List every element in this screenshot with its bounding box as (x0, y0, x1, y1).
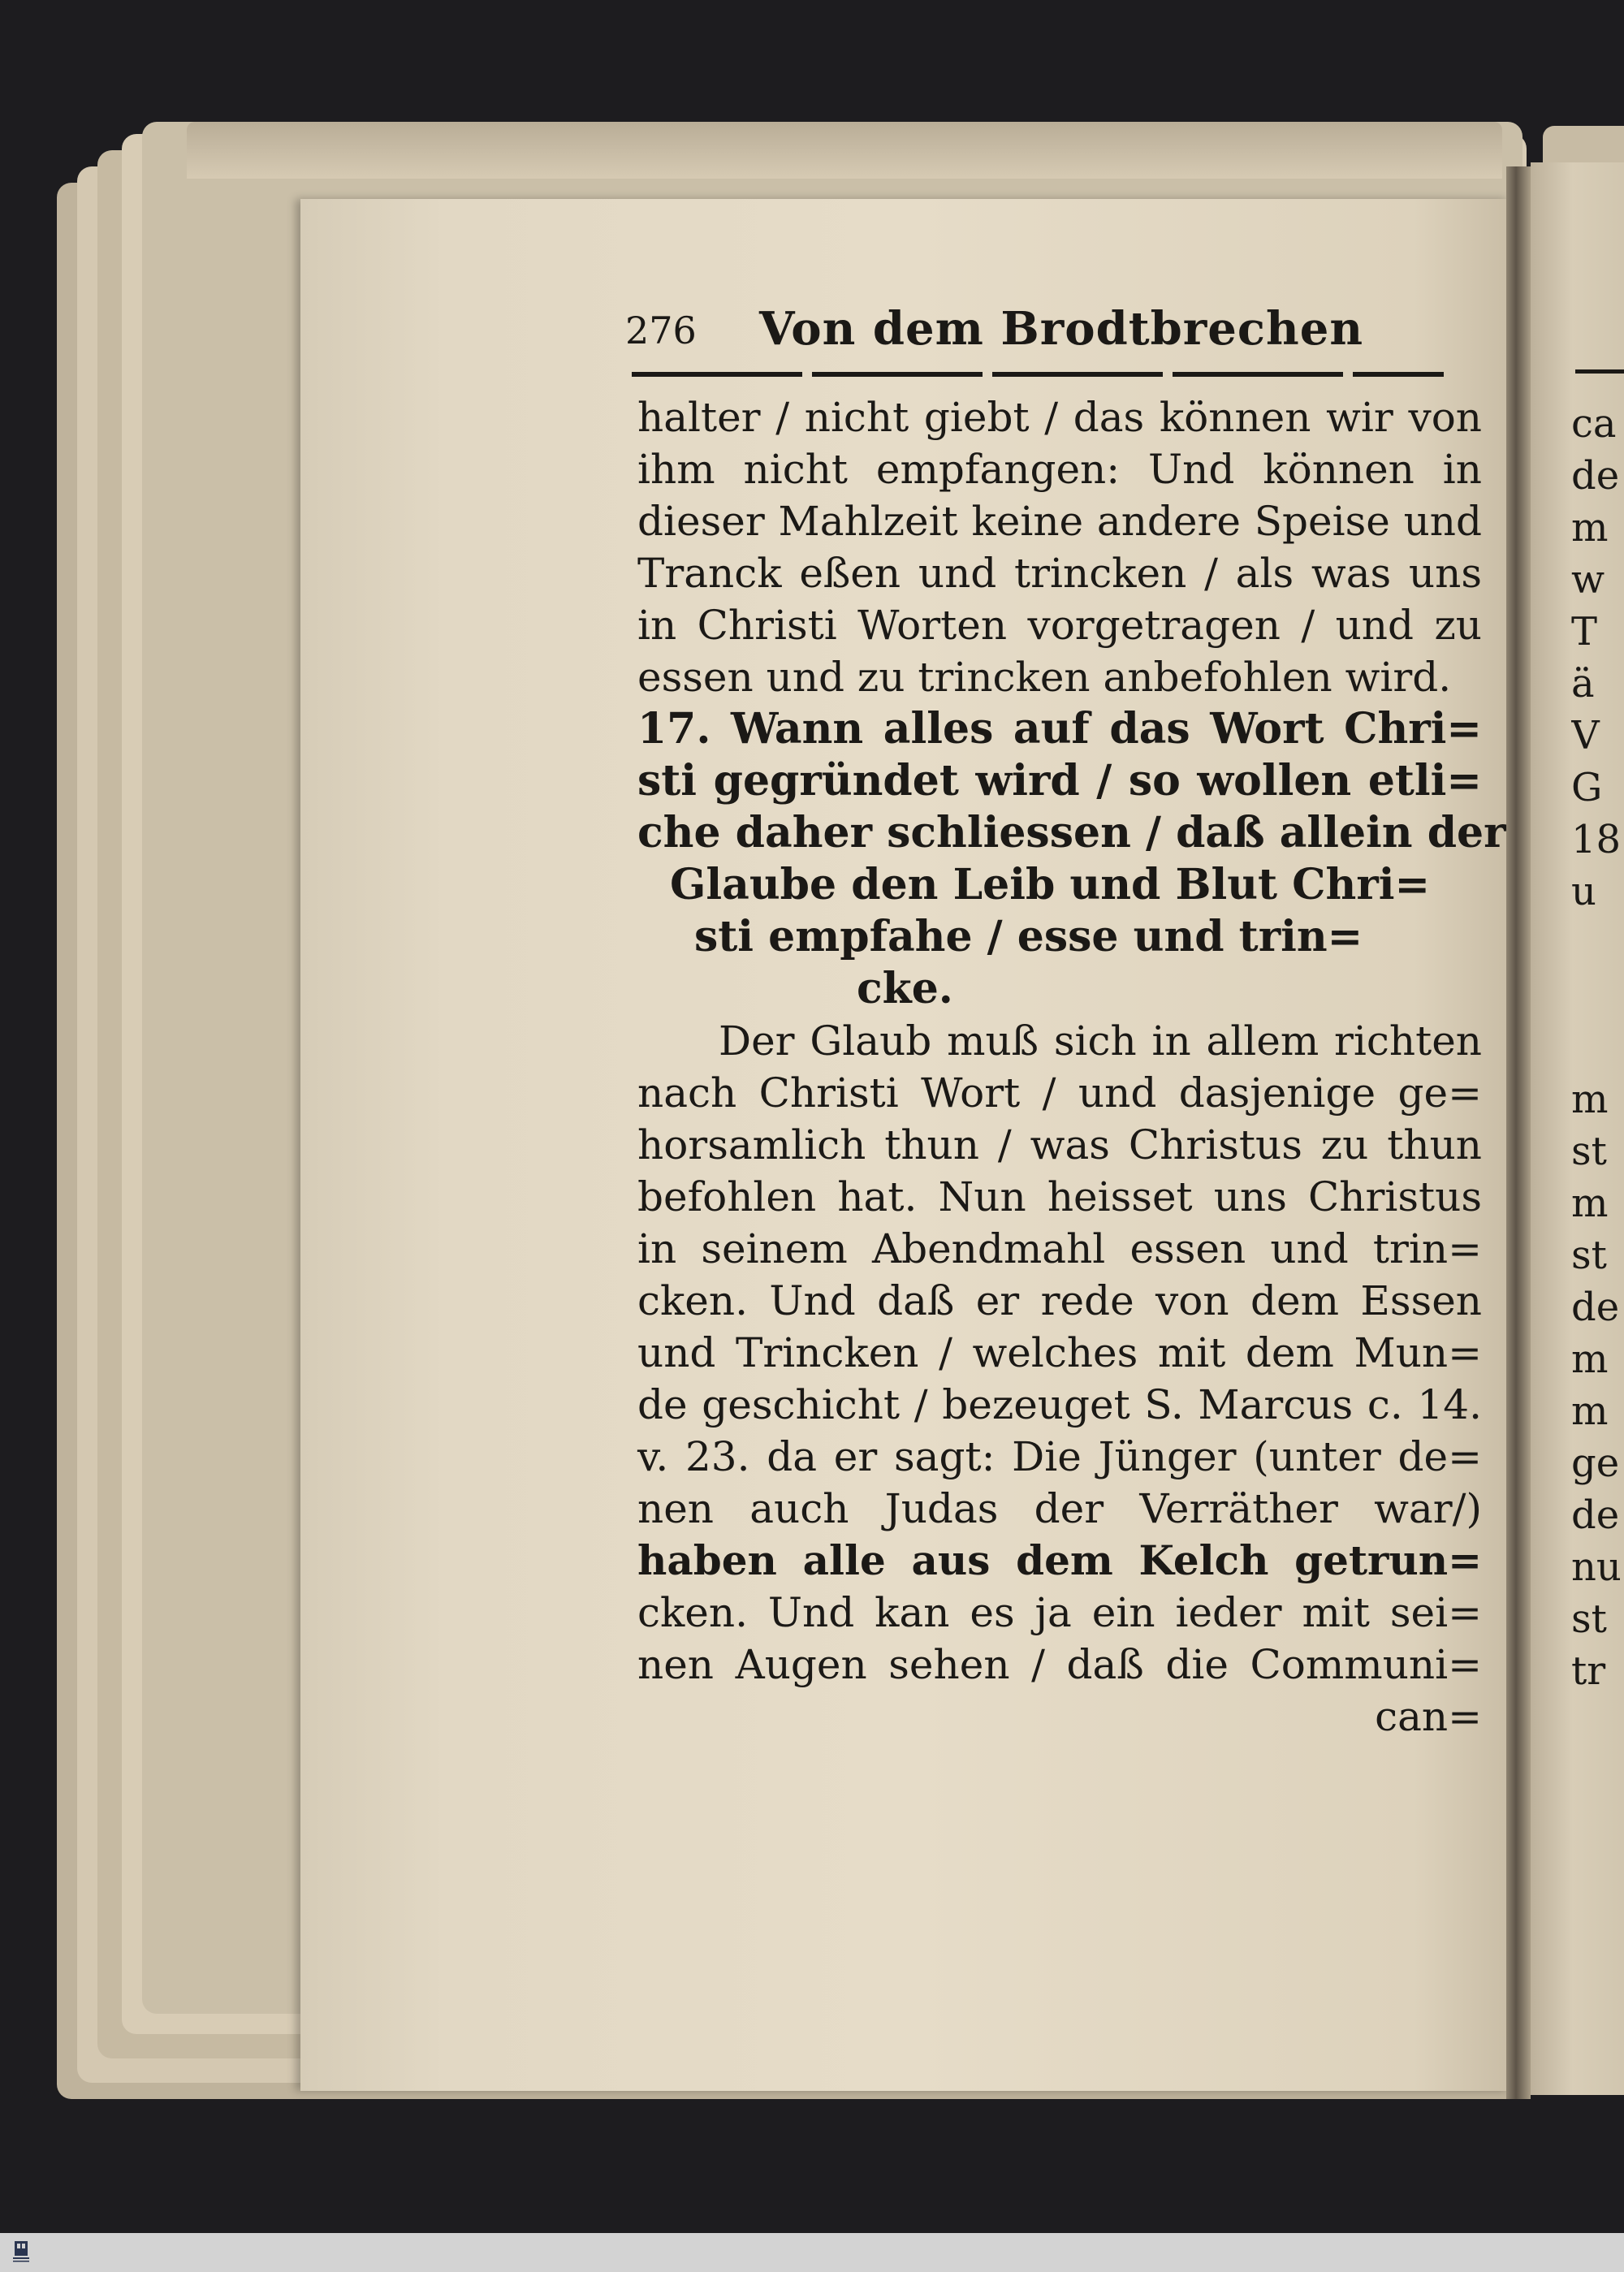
text-line: in seinem Abendmahl essen und trin= (637, 1225, 1482, 1272)
facing-text-fragment: T (1571, 609, 1598, 654)
text-line: nen Augen sehen / daß die Communi= (637, 1641, 1482, 1688)
text-line: befohlen hat. Nun heisset uns Christus (637, 1173, 1482, 1220)
facing-text-fragment: G (1571, 765, 1603, 810)
catchword: can= (1375, 1693, 1482, 1740)
text-line: und Trincken / welches mit dem Mun= (637, 1329, 1482, 1376)
facing-text-fragment (1571, 970, 1624, 1022)
body-text (637, 391, 1506, 1743)
text-line: cken. Und kan es ja ein ieder mit sei= (637, 1589, 1482, 1636)
section-heading-line: sti gegründet wird / so wollen etli= (637, 756, 1482, 806)
section-heading-line: che daher schliessen / daß allein der (637, 808, 1506, 857)
facing-text-fragment: m (1571, 1181, 1609, 1226)
text-line: ihm nicht empfangen: Und können in (637, 446, 1482, 493)
facing-text-fragment: V (1571, 713, 1600, 758)
section-heading-line: sti empfahe / esse und trin= (694, 912, 1363, 961)
facing-text-fragment: 18 (1571, 817, 1622, 862)
facing-text-fragment: w (1571, 557, 1605, 603)
text-line: nen auch Judas der Verräther war/) (637, 1485, 1482, 1532)
facing-text-fragment: nu (1571, 1544, 1622, 1590)
top-page-edge (187, 122, 1502, 179)
facing-text-fragment (1571, 918, 1624, 970)
text-line: Der Glaub muß sich in allem richten (719, 1017, 1482, 1065)
section-heading-line: Glaube den Leib und Blut Chri= (670, 860, 1431, 909)
text-line: essen und zu trincken anbefohlen wird. (637, 654, 1452, 701)
facing-text-fragment: de (1571, 1285, 1620, 1330)
facing-text-fragment: st (1571, 1129, 1607, 1174)
facing-text-fragment: m (1571, 1389, 1609, 1434)
facing-text-fragment: de (1571, 453, 1620, 499)
facing-text-fragment: m (1571, 1337, 1609, 1382)
section-heading-line: cke. (857, 964, 953, 1013)
text-line: halter / nicht giebt / das können wir von (637, 394, 1482, 441)
facing-text-fragment: st (1571, 1596, 1607, 1642)
facing-text-fragment: m (1571, 505, 1609, 551)
facing-text-fragment: tr (1571, 1648, 1606, 1694)
facing-text-fragment: st (1571, 1233, 1607, 1278)
text-line: in Christi Worten vorgetragen / und zu (637, 602, 1482, 649)
book-gutter (1506, 166, 1531, 2099)
facing-page-header-rule (1575, 369, 1624, 374)
page-text-block (625, 302, 1506, 1740)
text-line: horsamlich thun / was Christus zu thun (637, 1121, 1482, 1168)
viewer-footer-bar (0, 2233, 1624, 2272)
text-line: cken. Und daß er rede von dem Essen (637, 1277, 1482, 1324)
facing-text-fragment: u (1571, 869, 1596, 914)
text-line: Tranck eßen und trincken / als was uns (637, 550, 1482, 597)
text-line: de geschicht / bezeuget S. Marcus c. 14. (637, 1381, 1482, 1428)
facing-page-text (1571, 398, 1624, 1697)
facing-text-fragment (1571, 1022, 1624, 1073)
facing-text-fragment: m (1571, 1077, 1609, 1122)
section-heading-line: 17. Wann alles auf das Wort Chri= (637, 704, 1482, 754)
facing-text-fragment: ge (1571, 1441, 1620, 1486)
header-rule (632, 372, 1444, 377)
page-header (625, 302, 1486, 365)
facing-text-fragment: ca (1571, 401, 1617, 447)
running-head: Von dem Brodtbrechen (759, 302, 1364, 356)
text-line: v. 23. da er sagt: Die Jünger (unter de= (637, 1433, 1482, 1480)
facing-text-fragment: ä (1571, 661, 1595, 706)
library-logo-icon (11, 2240, 31, 2266)
text-line: dieser Mahlzeit keine andere Speise und (637, 498, 1482, 545)
facing-text-fragment: de (1571, 1492, 1620, 1538)
page-number: 276 (625, 309, 697, 352)
text-line: haben alle aus dem Kelch getrun= (637, 1536, 1482, 1584)
text-line: nach Christi Wort / und dasjenige ge= (637, 1069, 1482, 1117)
